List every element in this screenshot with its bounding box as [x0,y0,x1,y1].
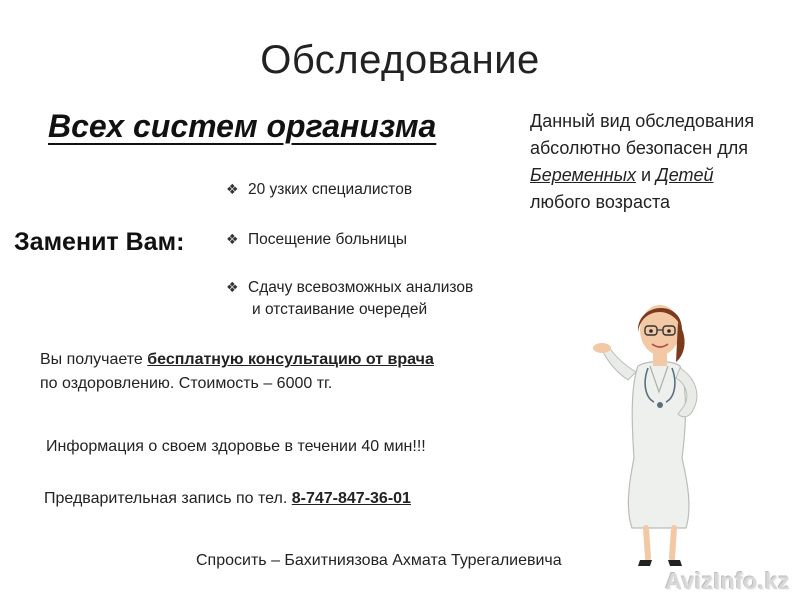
safety-line-2: абсолютно безопасен для [530,138,748,158]
bullet-text: Посещение больницы [248,231,407,248]
doctor-shoes [638,560,682,566]
consultation-prefix: Вы получаете [40,351,143,368]
diamond-quad-icon: ❖ [226,181,239,197]
diamond-quad-icon: ❖ [226,279,239,295]
bullet-item [226,228,407,251]
phone-number: 8-747-847-36-01 [291,490,411,507]
safety-note [530,108,800,216]
consultation-block [40,348,434,396]
safety-line-1: Данный вид обследования [530,111,755,131]
and-label: и [640,165,652,185]
doctor-left-hand [593,343,611,353]
pregnant-label: Беременных [530,165,636,185]
replace-label: Заменит Вам: [14,228,185,256]
consultation-line-1 [40,348,434,372]
health-info: Информация о своем здоровье в течении 40 мин!!! [46,438,426,455]
booking-prefix: Предварительная запись по тел. [44,490,288,507]
subtitle: Всех систем организма [48,108,437,144]
booking-line [44,490,411,508]
bullet-text: Сдачу всевозможных анализов [248,279,474,296]
consultation-highlight: бесплатную консультацию от врача [147,351,434,368]
safety-line-3 [530,162,800,189]
contact-person: Спросить – Бахитниязова Ахмата Турегалиевича [196,552,562,569]
watermark: AvizInfo.kz [665,568,790,594]
bullet-item [226,178,412,201]
bullet-text: 20 узких специалистов [248,181,413,198]
doctor-illustration [588,288,738,570]
doctor-legs [646,528,674,558]
doctor-coat [628,362,689,529]
consultation-line-2: по оздоровлению. Стоимость – 6000 тг. [40,375,333,392]
page-title: Обследование [260,38,540,82]
bullet-item [226,276,473,321]
children-label: Детей [656,165,714,185]
bullet-text-continued: и отстаивание очередей [252,301,428,318]
safety-line-4: любого возраста [530,192,671,212]
diamond-quad-icon: ❖ [226,231,239,247]
